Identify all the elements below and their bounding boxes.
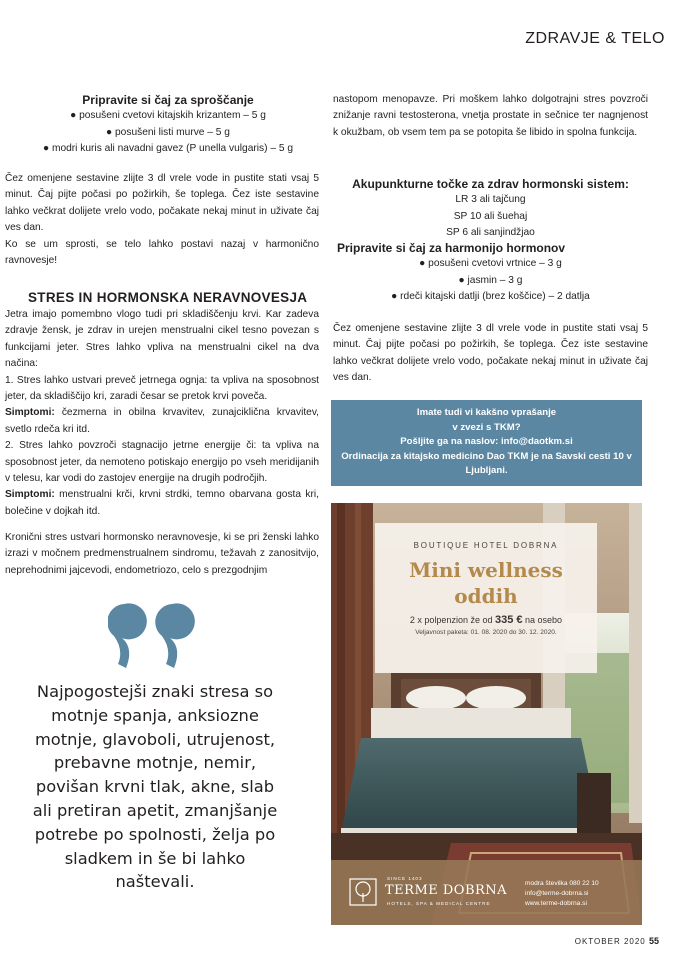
tea2-item: ● rdeči kitajski datlji (brez koščice) – 2 datlja bbox=[391, 291, 590, 303]
ad-brand: TERME DOBRNA bbox=[385, 883, 508, 898]
acupuncture-point: SP 10 ali šuehaj bbox=[453, 210, 528, 222]
stress-point-1: 1. Stres lahko ustvari preveč jetrnega ognja: ta vpliva na sposobnost jeter, da skladiščijo kri, zaradi česar se pretok krvi poveča. bbox=[5, 374, 319, 403]
stress-text bbox=[5, 307, 319, 520]
ad-offer: 2 x polpenzion že od 335 € na osebo bbox=[409, 614, 563, 626]
tree-logo-icon bbox=[349, 878, 377, 906]
tea1-item: ● posušeni cvetovi kitajskih krizantem – 5 g bbox=[70, 110, 266, 122]
stress-point-2: 2. Stres lahko povzroči stagnacijo jetrne energije či: ta vpliva na sposobnost jeter, da nemoteno potiskajo energijo po vseh meridijanih v telesu, kar vodi do zastojev energije na drugih področjih. bbox=[5, 440, 319, 485]
info-line: v zvezi s TKM? bbox=[452, 421, 521, 433]
ad-web[interactable]: www.terme-dobrna.si bbox=[525, 900, 587, 907]
symptoms-label: Simptomi: bbox=[5, 407, 55, 419]
tea1-block bbox=[18, 92, 318, 158]
symptoms-2: Simptomi: menstrualni krči, krvni strdki, temno obarvana gosta kri, bolečine v dojkah itd. bbox=[5, 489, 319, 517]
info-email[interactable]: Pošljite ga na naslov: info@daotkm.si bbox=[400, 436, 573, 448]
tea2-instructions: Čez omenjene sestavine zlijte 3 dl vrele vode in pustite stati vsaj 5 minut. Čaj pijte počasi po požirkih, še toplega. Čez iste sestavine lahko večkrat dolijete vrelo vodo, počakate nekaj minut in uživate čaj ves dan. bbox=[333, 323, 648, 384]
section-heading: STRES IN HORMONSKA NERAVNOVESJA bbox=[28, 290, 308, 305]
ad-since: SINCE 1403 bbox=[387, 876, 423, 881]
footer-month: OKTOBER 2020 bbox=[574, 937, 646, 946]
tea2-title: Pripravite si čaj za harmonijo hormonov bbox=[337, 241, 566, 255]
ad-contacts bbox=[525, 879, 599, 909]
continuation-text: nastopom menopavze. Pri moškem lahko dolgotrajni stres povzroči znižanje ravni testosterona, vnetja prostate in sečnice ter nagnjenost k okužbam, ob vsem tem pa se potopita še libido in spolna funkcija. bbox=[333, 94, 648, 138]
ad-footer-band bbox=[331, 860, 642, 925]
section-label: ZDRAVJE & TELO bbox=[525, 30, 665, 47]
ad-email[interactable]: info@terme-dobrna.si bbox=[525, 890, 589, 897]
info-line: Imate tudi vi kakšno vprašanje bbox=[416, 407, 557, 418]
page-footer bbox=[575, 936, 659, 946]
stress-intro: Jetra imajo pomembno vlogo tudi pri skladiščenju krvi. Kar zadeva zdravje žensk, je zdrav in urejen menstrualni cikel tesno povezan s funkcijami jeter. Stres lahko vpliva na menstrualni cikel na dva načina: bbox=[5, 309, 319, 370]
contact-info-box bbox=[331, 400, 642, 486]
ad-title-line1: Mini wellness bbox=[409, 558, 563, 582]
tea1-note: Ko se um sprosti, se telo lahko postavi nazaj v harmonično ravnovesje! bbox=[5, 238, 319, 267]
pull-quote: Najpogostejši znaki stresa so motnje spanja, anksiozne motnje, glavoboli, utrujenost, prebavne motnje, nemir, povišan krvni tlak, akne, slab ali pretiran apetit, zmanjšanje potrebe po spolnosti, želja po sladkem in še bi lahko naštevali. bbox=[32, 682, 278, 892]
acupuncture-block bbox=[333, 176, 648, 242]
tea2-item: ● posušeni cvetovi vrtnice – 3 g bbox=[419, 258, 562, 270]
ad-brand-sub: HOTELS, SPA & MEDICAL CENTRE bbox=[387, 901, 491, 906]
symptoms-label: Simptomi: bbox=[5, 489, 55, 501]
ad-title-line2: oddih bbox=[454, 584, 518, 608]
ad-phone: modra številka 080 22 10 bbox=[525, 880, 599, 887]
ad-offer-panel bbox=[375, 523, 597, 673]
acupuncture-title: Akupunkturne točke za zdrav hormonski sistem: bbox=[352, 177, 629, 191]
ad-kicker: BOUTIQUE HOTEL DOBRNA bbox=[413, 541, 559, 550]
tea1-instructions-block bbox=[5, 171, 319, 269]
ad-validity: Veljavnost paketa: 01. 08. 2020 do 30. 12. 2020. bbox=[415, 629, 557, 636]
symptoms-1: Simptomi: čezmerna in obilna krvavitev, zunajciklična krvavitev, svetlo rdeča kri itd. bbox=[5, 407, 319, 435]
tea2-item: ● jasmin – 3 g bbox=[458, 274, 523, 286]
acupuncture-point: SP 6 ali sanjindžjao bbox=[446, 227, 535, 239]
hotel-advertisement[interactable] bbox=[331, 503, 642, 925]
tea2-block bbox=[333, 240, 648, 306]
acupuncture-point: LR 3 ali tajčung bbox=[455, 194, 526, 206]
chronic-stress-text: Kronični stres ustvari hormonsko neravnovesje, ki se pri ženski lahko izrazi v močnem predmenstrualnem sindromu, težavah z zanositvijo, neprehodnimi jajcevodi, endometriozo, celo s prezgodnjim bbox=[5, 532, 319, 576]
quote-mark-icon bbox=[108, 598, 200, 678]
tea1-title: Pripravite si čaj za sproščanje bbox=[82, 93, 254, 107]
tea1-instructions: Čez omenjene sestavine zlijte 3 dl vrele vode in pustite stati vsaj 5 minut. Čaj pijte počasi po požirkih, še toplega. Čez iste sestavine lahko večkrat dolijete vrelo vodo, počakate nekaj minut in uživate čaj ves dan. bbox=[5, 173, 319, 234]
page-number: 55 bbox=[648, 936, 659, 946]
ad-price: 335 € bbox=[494, 614, 523, 626]
tea1-item: ● modri kuris ali navadni gavez (P unella vulgaris) – 5 g bbox=[42, 143, 294, 155]
info-line: Ordinacija za kitajsko medicino Dao TKM je na Savski cesti 10 v Ljubljani. bbox=[341, 450, 632, 477]
tea1-item: ● posušeni listi murve – 5 g bbox=[106, 126, 230, 138]
